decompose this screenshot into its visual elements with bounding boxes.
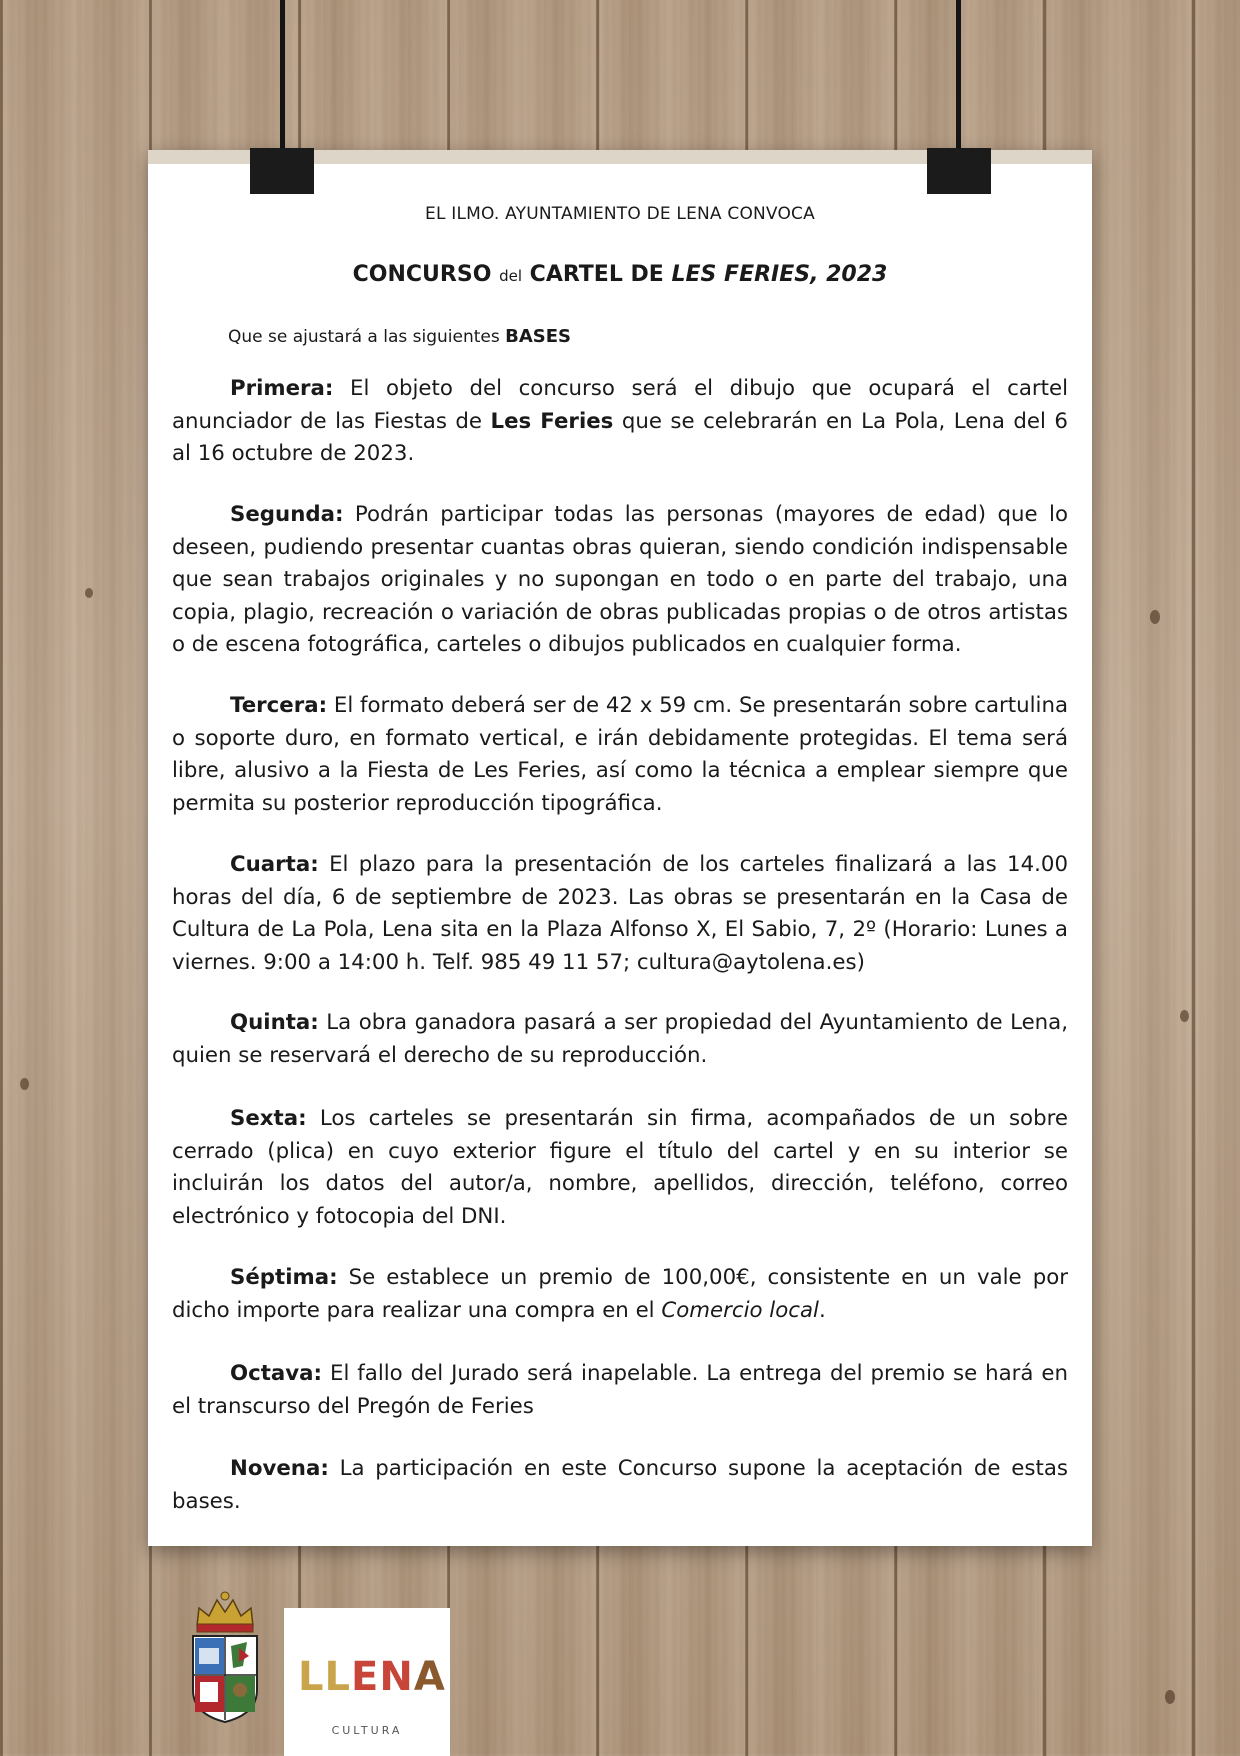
llena-wordmark (298, 1654, 446, 1700)
clause-text: El formato deberá ser de 42 x 59 cm. Se presentarán sobre cartulina o soporte duro, en formato vertical, e irán debidamente protegidas. El tema será libre, alusivo a la Fiesta de Les Feries, así como la técnica a emplear siempre que permita su posterior reproducción tipográfica. (172, 693, 1068, 816)
poster-clip-right (927, 148, 991, 194)
wood-knot (1150, 610, 1160, 624)
title-les-feries: LES FERIES, 2023 (671, 262, 888, 287)
clause-text: Se establece un premio de 100,00€, consistente en un vale por dicho importe para realizar una compra en el (172, 1265, 1068, 1323)
intro-bases: BASES (505, 326, 571, 347)
hanging-string-left (280, 0, 285, 158)
clause-primera (172, 373, 1068, 471)
llena-letter: L (324, 1654, 351, 1700)
poster-clip-left (250, 148, 314, 194)
clause-text-bold: Les Feries (490, 408, 614, 434)
clause-text-italic: Comercio local (661, 1297, 819, 1323)
title-del: del (499, 267, 522, 285)
clause-text: El plazo para la presentación de los carteles finalizará a las 14.00 horas del día, 6 de septiembre de 2023. Las obras se presentarán en la Casa de Cultura de La Pola, Lena sita en la Plaza Alfonso X, El Sabio, 7, 2º (Horario: Lunes a viernes. 9:00 a 14:00 h. Telf. 985 49 11 57; cultura@aytolena.es) (172, 852, 1068, 975)
clause-label: Segunda: (230, 502, 344, 527)
llena-subtitle: CULTURA (331, 1724, 403, 1737)
clause-text: . (818, 1297, 826, 1323)
llena-letter: E (351, 1654, 380, 1700)
intro-line (228, 326, 571, 347)
llena-letter: N (379, 1654, 414, 1700)
convocation-line: EL ILMO. AYUNTAMIENTO DE LENA CONVOCA (425, 204, 815, 224)
wood-knot (1180, 1010, 1189, 1022)
clause-text: El fallo del Jurado será inapelable. La entrega del premio se hará en el transcurso del Pregón de Feries (172, 1361, 1068, 1419)
llena-letter: L (298, 1654, 325, 1700)
clause-sexta (172, 1103, 1068, 1233)
clause-label: Quinta: (230, 1010, 319, 1035)
clause-text: El objeto del concurso será el dibujo que ocupará el cartel anunciador de las Fiestas de (172, 376, 1068, 434)
wood-knot (20, 1078, 29, 1090)
clause-label: Tercera: (230, 693, 328, 718)
llena-cultura-logo (284, 1608, 450, 1756)
clause-text: Los carteles se presentarán sin firma, acompañados de un sobre cerrado (plica) en cuyo exterior figure el título del cartel y en su interior se incluirán los datos del autor/a, nombre, apellidos, dirección, teléfono, correo electrónico y fotocopia del DNI. (172, 1106, 1068, 1229)
clause-septima (172, 1262, 1068, 1327)
clause-label: Cuarta: (230, 852, 319, 877)
clause-label: Primera: (230, 376, 334, 401)
intro-text: Que se ajustará a las siguientes (228, 327, 500, 347)
clause-segunda (172, 499, 1068, 662)
poster-sheet (148, 150, 1092, 1546)
clause-text: Podrán participar todas las personas (mayores de edad) que lo deseen, pudiendo presentar cuantas obras quieran, siendo condición indispensable que sean trabajos originales y no supongan en todo o en parte del trabajo, una copia, plagio, recreación o variación de obras publicadas propias o de otros artistas o de escena fotográfica, carteles o dibujos publicados en cualquier forma. (172, 502, 1068, 657)
clause-tercera (172, 690, 1068, 820)
coat-of-arms-icon (185, 1586, 265, 1726)
clause-label: Sexta: (230, 1106, 307, 1131)
wood-knot (1165, 1690, 1175, 1704)
wood-knot (85, 588, 93, 598)
document-title (172, 262, 1068, 287)
clause-label: Novena: (230, 1456, 329, 1481)
title-cartel: CARTEL DE (529, 262, 664, 287)
clause-quinta (172, 1007, 1068, 1072)
clause-label: Octava: (230, 1361, 323, 1386)
hanging-string-right (956, 0, 961, 158)
clause-text: La participación en este Concurso supone la aceptación de estas bases. (172, 1456, 1068, 1514)
clause-text: La obra ganadora pasará a ser propiedad del Ayuntamiento de Lena, quien se reservará el derecho de su reproducción. (172, 1010, 1068, 1068)
title-concurso: CONCURSO (352, 262, 492, 287)
clause-text: que se celebrarán en La Pola, Lena del 6 al 16 octubre de 2023. (172, 408, 1068, 466)
llena-letter: A (413, 1654, 446, 1700)
clause-octava (172, 1358, 1068, 1423)
clause-novena (172, 1453, 1068, 1518)
clause-label: Séptima: (230, 1265, 338, 1290)
clause-cuarta (172, 849, 1068, 979)
